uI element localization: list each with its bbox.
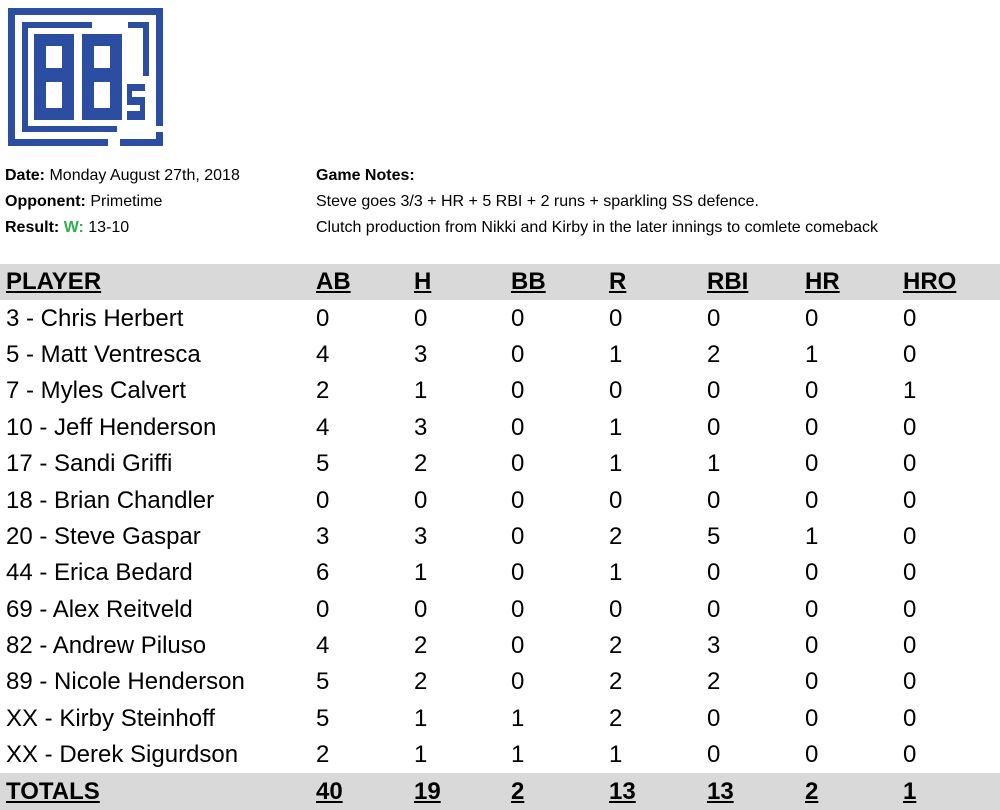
stat-h: 2 <box>414 668 428 696</box>
player-name: 17 - Sandi Griffi <box>6 450 173 478</box>
stat-rbi: 0 <box>707 413 721 441</box>
player-name: 3 - Chris Herbert <box>6 304 184 332</box>
column-header-player: PLAYER <box>0 264 310 300</box>
player-name: 20 - Steve Gaspar <box>6 522 201 550</box>
player-name: 44 - Erica Bedard <box>6 559 193 587</box>
table-body <box>0 300 1000 809</box>
stat-rbi: 3 <box>707 632 721 660</box>
stat-r: 1 <box>609 559 623 587</box>
stat-ab: 5 <box>316 704 330 732</box>
stat-bb: 0 <box>511 595 525 623</box>
stat-bb: 1 <box>511 741 525 769</box>
stat-ab: 0 <box>316 486 330 514</box>
stat-h: 3 <box>414 413 428 441</box>
stat-rbi: 0 <box>707 377 721 405</box>
total-r: 13 <box>603 773 701 809</box>
stat-hro: 0 <box>903 704 917 732</box>
stat-ab: 4 <box>316 632 330 660</box>
stat-hr: 0 <box>805 595 819 623</box>
stat-ab: 5 <box>316 668 330 696</box>
stat-h: 2 <box>414 450 428 478</box>
stat-hro: 0 <box>903 340 917 368</box>
stat-hr: 0 <box>805 704 819 732</box>
totals-label: TOTALS <box>0 773 310 809</box>
opponent-label: Opponent: <box>5 193 86 210</box>
stat-bb: 0 <box>511 668 525 696</box>
player-name: 69 - Alex Reitveld <box>6 595 193 623</box>
stat-r: 2 <box>609 522 623 550</box>
stat-bb: 0 <box>511 486 525 514</box>
stat-hr: 0 <box>805 741 819 769</box>
stat-h: 3 <box>414 522 428 550</box>
stat-r: 2 <box>609 668 623 696</box>
stat-hro: 0 <box>903 486 917 514</box>
stat-r: 0 <box>609 486 623 514</box>
player-name: XX - Kirby Steinhoff <box>6 704 215 732</box>
total-bb: 2 <box>505 773 603 809</box>
box-score-table <box>0 264 1000 810</box>
stat-ab: 2 <box>316 377 330 405</box>
stat-hro: 0 <box>903 595 917 623</box>
stat-r: 1 <box>609 741 623 769</box>
result-win-marker: W: <box>63 219 84 236</box>
player-row <box>0 737 1000 773</box>
stat-hro: 0 <box>903 413 917 441</box>
game-note-line: Steve goes 3/3 + HR + 5 RBI + 2 runs + sparkling SS defence. <box>316 193 759 210</box>
player-row <box>0 337 1000 373</box>
stat-ab: 5 <box>316 450 330 478</box>
column-header-hr: HR <box>799 264 897 300</box>
stat-rbi: 1 <box>707 450 721 478</box>
stat-rbi: 0 <box>707 595 721 623</box>
stat-bb: 0 <box>511 340 525 368</box>
stat-hro: 0 <box>903 741 917 769</box>
result-label: Result: <box>5 219 60 236</box>
player-row <box>0 410 1000 446</box>
stat-hr: 0 <box>805 413 819 441</box>
stat-h: 0 <box>414 486 428 514</box>
stat-ab: 4 <box>316 413 330 441</box>
stat-bb: 0 <box>511 632 525 660</box>
stat-r: 2 <box>609 704 623 732</box>
game-info <box>5 163 240 241</box>
stat-rbi: 0 <box>707 704 721 732</box>
stat-rbi: 2 <box>707 668 721 696</box>
opponent-line <box>5 189 240 215</box>
player-row <box>0 300 1000 336</box>
player-name: 7 - Myles Calvert <box>6 377 187 405</box>
stat-h: 3 <box>414 340 428 368</box>
column-header-ab: AB <box>310 264 408 300</box>
result-score: 13-10 <box>88 219 130 236</box>
stat-h: 1 <box>414 377 428 405</box>
stat-bb: 1 <box>511 704 525 732</box>
stat-hr: 0 <box>805 304 819 332</box>
date-value: Monday August 27th, 2018 <box>49 167 240 184</box>
stat-hr: 0 <box>805 377 819 405</box>
stat-rbi: 2 <box>707 340 721 368</box>
column-header-r: R <box>603 264 701 300</box>
stat-hr: 0 <box>805 632 819 660</box>
team-logo <box>8 8 163 146</box>
stat-bb: 0 <box>511 450 525 478</box>
stat-hr: 0 <box>805 559 819 587</box>
game-note-line: Clutch production from Nikki and Kirby in the later innings to comlete comeback <box>316 219 879 236</box>
stat-h: 2 <box>414 632 428 660</box>
stat-bb: 0 <box>511 304 525 332</box>
stat-rbi: 0 <box>707 741 721 769</box>
total-hr: 2 <box>799 773 897 809</box>
player-row <box>0 592 1000 628</box>
player-row <box>0 555 1000 591</box>
stat-hro: 0 <box>903 632 917 660</box>
totals-row <box>0 773 1000 809</box>
stat-hr: 1 <box>805 340 819 368</box>
stat-bb: 0 <box>511 377 525 405</box>
stat-bb: 0 <box>511 522 525 550</box>
stat-bb: 0 <box>511 413 525 441</box>
stat-hr: 0 <box>805 450 819 478</box>
stat-rbi: 0 <box>707 559 721 587</box>
stat-hro: 0 <box>903 304 917 332</box>
stat-r: 1 <box>609 413 623 441</box>
stat-ab: 0 <box>316 595 330 623</box>
player-name: 89 - Nicole Henderson <box>6 668 245 696</box>
player-name: 10 - Jeff Henderson <box>6 413 217 441</box>
stat-hro: 0 <box>903 668 917 696</box>
player-name: XX - Derek Sigurdson <box>6 741 239 769</box>
header-row <box>0 264 1000 300</box>
stat-ab: 4 <box>316 340 330 368</box>
total-ab: 40 <box>310 773 408 809</box>
stat-hr: 0 <box>805 486 819 514</box>
stat-r: 0 <box>609 377 623 405</box>
stat-h: 1 <box>414 559 428 587</box>
column-header-rbi: RBI <box>701 264 799 300</box>
stat-hr: 1 <box>805 522 819 550</box>
result-line <box>5 215 240 241</box>
stat-bb: 0 <box>511 559 525 587</box>
player-name: 82 - Andrew Piluso <box>6 632 207 660</box>
total-hro: 1 <box>897 773 1000 809</box>
player-row <box>0 373 1000 409</box>
stat-r: 1 <box>609 340 623 368</box>
stat-hro: 1 <box>903 377 917 405</box>
player-row <box>0 701 1000 737</box>
player-row <box>0 628 1000 664</box>
stat-ab: 6 <box>316 559 330 587</box>
stat-ab: 0 <box>316 304 330 332</box>
stat-r: 0 <box>609 595 623 623</box>
stat-rbi: 0 <box>707 304 721 332</box>
stat-hro: 0 <box>903 522 917 550</box>
date-line <box>5 163 240 189</box>
player-row <box>0 519 1000 555</box>
stat-h: 0 <box>414 595 428 623</box>
player-name: 5 - Matt Ventresca <box>6 340 201 368</box>
column-header-h: H <box>408 264 505 300</box>
column-header-bb: BB <box>505 264 603 300</box>
stat-rbi: 5 <box>707 522 721 550</box>
table-header <box>0 264 1000 300</box>
stat-rbi: 0 <box>707 486 721 514</box>
player-row <box>0 664 1000 700</box>
opponent-value: Primetime <box>90 193 163 210</box>
player-row <box>0 482 1000 518</box>
player-name: 18 - Brian Chandler <box>6 486 215 514</box>
date-label: Date: <box>5 167 46 184</box>
stat-h: 1 <box>414 741 428 769</box>
game-notes-label: Game Notes: <box>316 167 415 184</box>
stat-ab: 2 <box>316 741 330 769</box>
stat-hro: 0 <box>903 559 917 587</box>
stat-hro: 0 <box>903 450 917 478</box>
stat-ab: 3 <box>316 522 330 550</box>
stat-r: 0 <box>609 304 623 332</box>
stat-h: 1 <box>414 704 428 732</box>
stat-r: 2 <box>609 632 623 660</box>
stat-hr: 0 <box>805 668 819 696</box>
stat-h: 0 <box>414 304 428 332</box>
player-row <box>0 446 1000 482</box>
total-h: 19 <box>408 773 505 809</box>
stat-r: 1 <box>609 450 623 478</box>
total-rbi: 13 <box>701 773 799 809</box>
game-notes <box>316 163 878 241</box>
column-header-hro: HRO <box>897 264 1000 300</box>
